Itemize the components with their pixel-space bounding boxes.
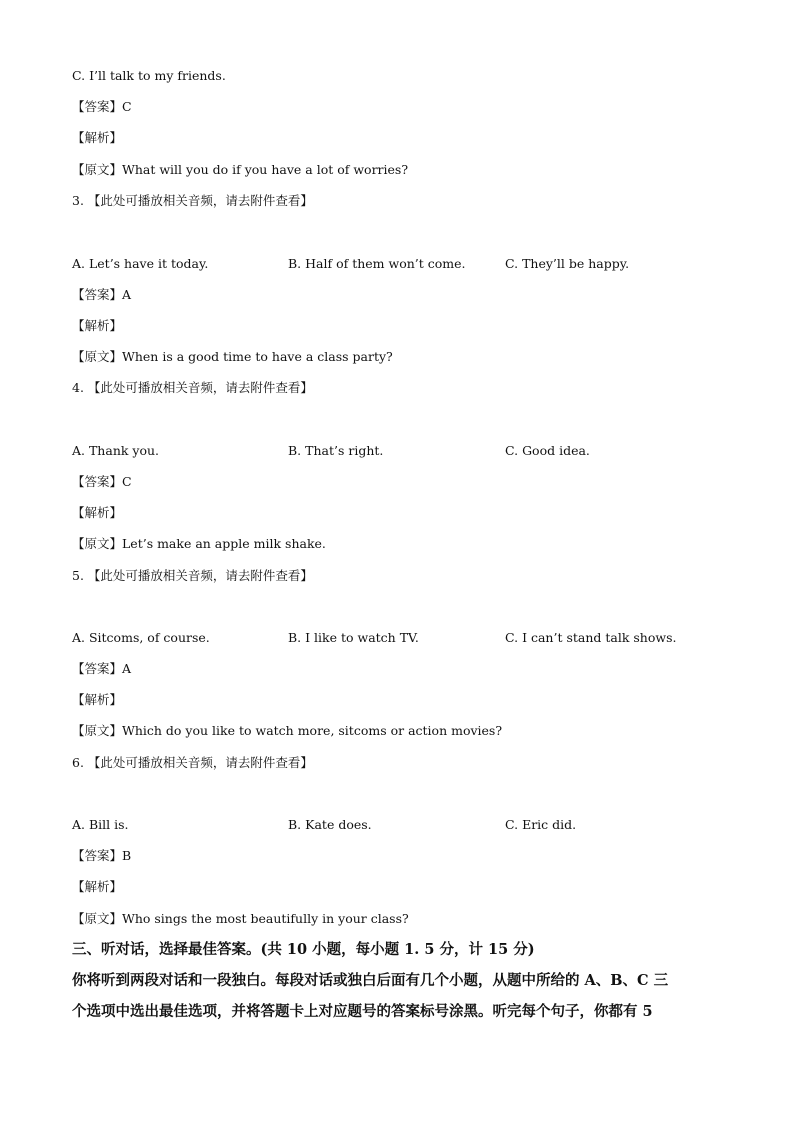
q5-label: 5. 【此处可播放相关音频，请去附件查看】 — [72, 568, 313, 583]
q5-option-c: C. I can’t stand talk shows. — [505, 630, 677, 645]
q2-transcript: 【原文】What will you do if you have a lot of worries? — [72, 162, 409, 177]
q6-option-a: A. Bill is. — [72, 817, 129, 832]
q2-analysis: 【解析】 — [72, 130, 123, 145]
q5-answer: 【答案】A — [72, 661, 132, 676]
q3-option-c: C. They’ll be happy. — [505, 256, 630, 271]
q5-option-b: B. I like to watch TV. — [288, 630, 419, 645]
q4-option-b: B. That’s right. — [288, 443, 384, 458]
q2-option-c: C. I’ll talk to my friends. — [72, 68, 226, 83]
q3-transcript: 【原文】When is a good time to have a class party? — [72, 349, 393, 364]
section-instruction-line-2: 个选项中选出最佳选项，并将答题卡上对应题号的答案标号涂黑。听完每个句子，你都有 5 — [72, 1003, 653, 1020]
q6-option-c: C. Eric did. — [505, 817, 577, 832]
q3-analysis: 【解析】 — [72, 318, 123, 333]
q4-label: 4. 【此处可播放相关音频，请去附件查看】 — [72, 380, 313, 395]
q4-option-a: A. Thank you. — [72, 443, 160, 458]
q4-transcript: 【原文】Let’s make an apple milk shake. — [72, 536, 326, 551]
q3-option-a: A. Let’s have it today. — [72, 256, 209, 271]
q3-option-b: B. Half of them won’t come. — [288, 256, 466, 271]
section-heading: 三、听对话，选择最佳答案。(共 10 小题，每小题 1. 5 分，计 15 分) — [72, 941, 535, 958]
q6-label: 6. 【此处可播放相关音频，请去附件查看】 — [72, 755, 313, 770]
q5-transcript: 【原文】Which do you like to watch more, sitcoms or action movies? — [72, 723, 503, 738]
section-instruction-line-1: 你将听到两段对话和一段独白。每段对话或独白后面有几个小题，从题中所给的 A、B、C 三 — [72, 972, 669, 989]
q5-option-a: A. Sitcoms, of course. — [72, 630, 210, 645]
q3-answer: 【答案】A — [72, 287, 132, 302]
q4-option-c: C. Good idea. — [505, 443, 590, 458]
q4-analysis: 【解析】 — [72, 505, 123, 520]
q5-analysis: 【解析】 — [72, 692, 123, 707]
q6-analysis: 【解析】 — [72, 879, 123, 894]
q2-answer: 【答案】C — [72, 99, 132, 114]
q6-transcript: 【原文】Who sings the most beautifully in your class? — [72, 911, 409, 926]
q6-answer: 【答案】B — [72, 848, 132, 863]
q6-option-b: B. Kate does. — [288, 817, 372, 832]
q3-label: 3. 【此处可播放相关音频，请去附件查看】 — [72, 193, 313, 208]
q4-answer: 【答案】C — [72, 474, 132, 489]
